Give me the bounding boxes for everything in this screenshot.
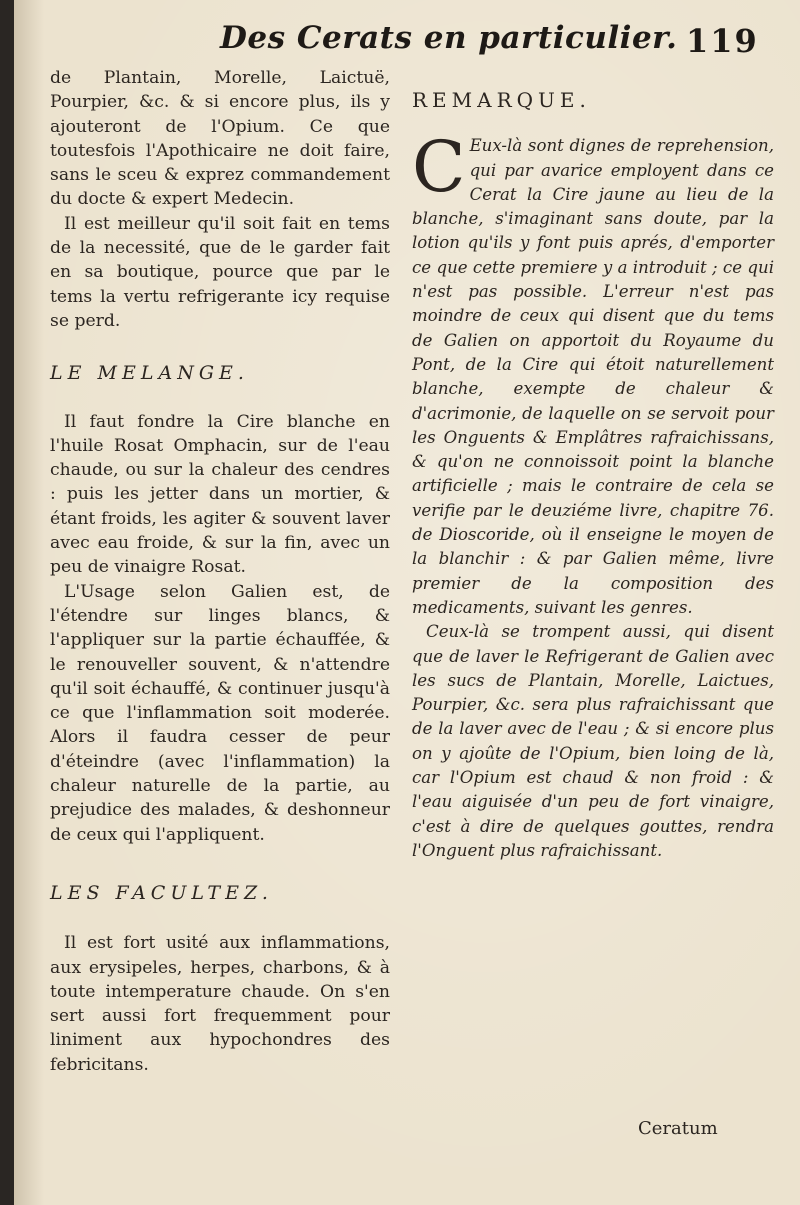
heading-remarque: REMARQUE.: [412, 88, 591, 112]
page-number: 119: [686, 22, 759, 60]
book-page: [14, 0, 800, 1205]
catchword: Ceratum: [638, 1118, 718, 1139]
paragraph-remarque-1-text: Eux-là sont dignes de reprehension, qui par avarice employent dans ce Cerat la Cire jaune au lieu de la blanche, s'imaginant sans doute, par la lotion qu'ils y font puis aprés, d'emporter ce que cette premiere y a introduit ; ce qui n'est pas possible. L'erreur n'est pas moindre de ceux qui disent que du tems de Galien on apportoit du Royaume du Pont, de la Cire qui étoit naturellement blanche, exempte de chaleur & d'acrimonie, de laquelle on se servoit pour les Onguents & Emplâtres rafraichissans, & qu'on ne connoissoit point la blanche artificielle ; mais le contraire de cela se verifie par le deuziéme livre, chapitre 76. de Dioscoride, où il enseigne le moyen de la blanchir : & par Galien même, livre premier de la composition des medicaments, suivant les genres.: [412, 136, 774, 617]
heading-les-facultez: LES FACULTEZ.: [50, 881, 273, 904]
drop-cap-letter: C: [412, 126, 466, 209]
paragraph-melange-2: L'Usage selon Galien est, de l'étendre sur linges blancs, & l'appliquer sur la partie échauffée, & le renouveller souvent, & n'attendre qu'il soit échauffé, & continuer jusqu'à ce que l'inflammation soit moderée. Alors il faudra cesser de peur d'éteindre (avec l'inflammation) la chaleur naturelle de la partie, au prejudice des malades, & deshonneur de ceux qui l'appliquent.: [50, 581, 390, 845]
paragraph-intro-1: de Plantain, Morelle, Laictuë, Pourpier, &c. & si encore plus, ils y ajouteront de l'Opium. Ce que toutesfois l'Apothicaire ne doit faire, sans le sceu & exprez commandement du docte & expert Medecin.: [50, 68, 390, 210]
paragraph-melange-1: Il faut fondre la Cire blanche en l'huile Rosat Omphacin, sur de l'eau chaude, ou sur la chaleur des cendres : puis les jetter dans un mortier, & étant froids, les agiter & souvent laver avec eau froide, & sur la fin, avec un peu de vinaigre Rosat.: [50, 411, 390, 578]
running-title: Des Cerats en particulier.: [220, 20, 678, 56]
paragraph-remarque-1: [412, 126, 774, 620]
heading-le-melange: LE MELANGE.: [50, 362, 249, 385]
left-column: [50, 66, 390, 1077]
right-column: [412, 66, 774, 863]
paragraph-intro-2: Il est meilleur qu'il soit fait en tems de la necessité, que de le garder fait en sa boutique, pource que par le tems la vertu refrigerante icy requise se perd.: [50, 213, 390, 331]
paragraph-remarque-2: Ceux-là se trompent aussi, qui disent que de laver le Refrigerant de Galien avec les sucs de Plantain, Morelle, Laictues, Pourpier, &c. sera plus rafraichissant que de la laver avec de l'eau ; & si encore plus on y ajoûte de l'Opium, bien loing de là, car l'Opium est chaud & non froid : & l'eau aiguisée d'un peu de fort vinaigre, c'est à dire de quelques gouttes, rendra l'Onguent plus rafraichissant.: [412, 622, 774, 860]
paragraph-facultez: Il est fort usité aux inflammations, aux erysipeles, herpes, charbons, & à toute intemperature chaude. On s'en sert aussi fort frequemment pour liniment aux hypochondres des febricitans.: [50, 933, 390, 1075]
